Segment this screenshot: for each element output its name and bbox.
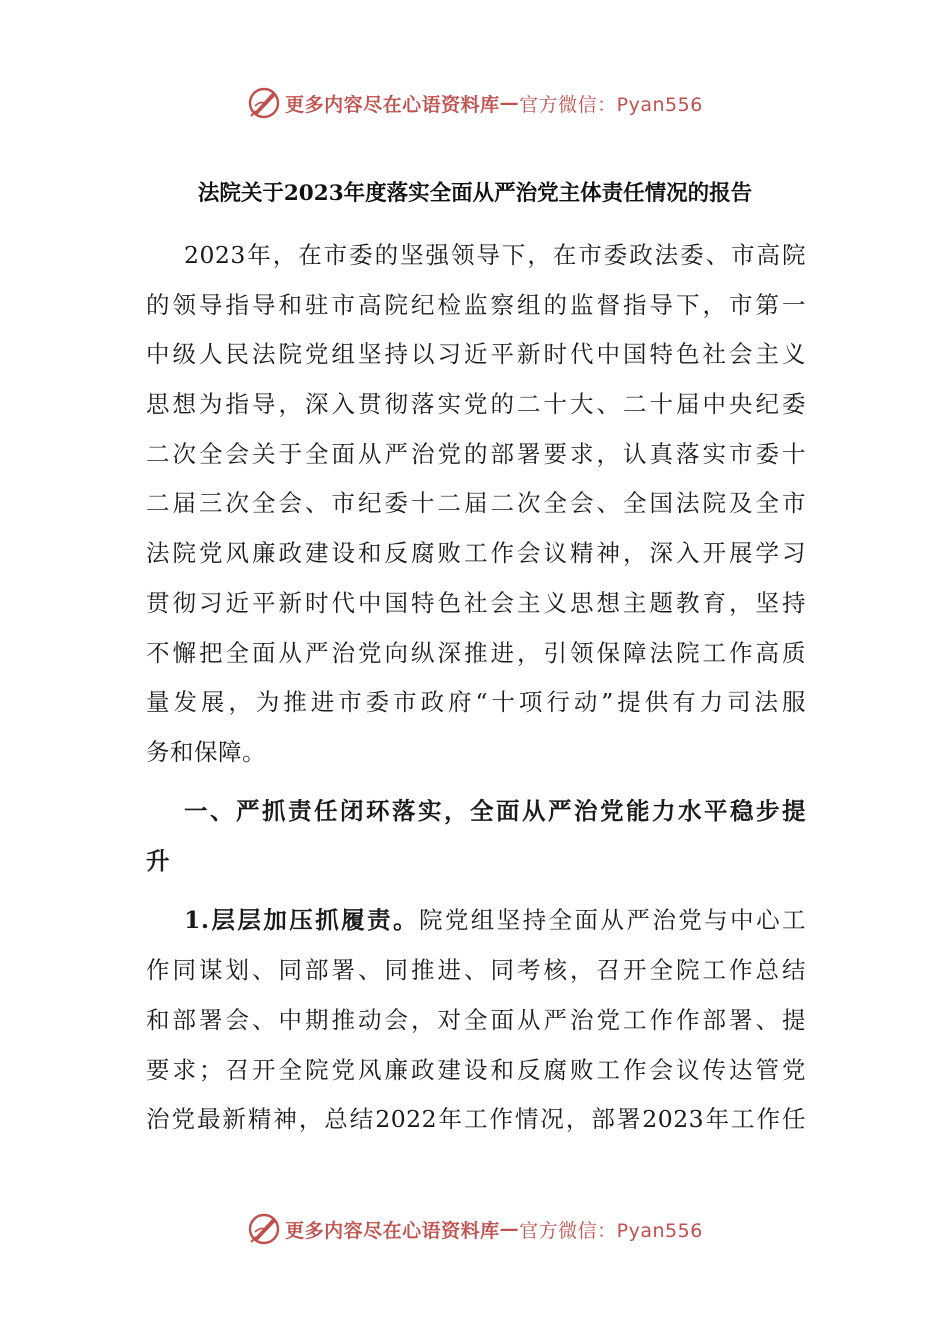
quill-logo-icon (247, 1212, 281, 1246)
item-1-line: 和部署会、中期推动会，对全面从严治党工作作部署、提 (146, 1006, 806, 1034)
footer-banner (0, 1209, 950, 1249)
banner-brand-text: 更多内容尽在心语资料库 (285, 93, 500, 116)
item-1-first-line-rest: 院党组坚持全面从严治党与中心工 (418, 906, 806, 934)
paragraph-1-line: 务和保障。 (146, 738, 266, 766)
paragraph-1-line: 法院党风廉政建设和反腐败工作会议精神，深入开展学习 (146, 539, 806, 567)
paragraph-1-line: 中级人民法院党组坚持以习近平新时代中国特色社会主义 (146, 340, 806, 368)
banner-wechat-text: 官方微信：Pyan556 (519, 1219, 703, 1242)
paragraph-1-line: 的领导指导和驻市高院纪检监察组的监督指导下，市第一 (146, 291, 806, 319)
banner-dash: — (499, 1218, 520, 1240)
item-1-line: 治党最新精神，总结2022年工作情况，部署2023年工作任 (146, 1105, 806, 1133)
paragraph-1-line: 思想为指导，深入贯彻落实党的二十大、二十届中央纪委 (146, 390, 806, 418)
paragraph-1-line: 二次全会关于全面从严治党的部署要求，认真落实市委十 (146, 440, 806, 468)
item-1-lead: 1.层层加压抓履责。 (184, 906, 419, 934)
document-title: 法院关于2023年度落实全面从严治党主体责任情况的报告 (197, 181, 753, 206)
paragraph-1-line: 贯彻习近平新时代中国特色社会主义思想主题教育，坚持 (146, 589, 806, 617)
item-1-line: 作同谋划、同部署、同推进、同考核，召开全院工作总结 (146, 956, 806, 984)
banner-wechat-text: 官方微信：Pyan556 (519, 93, 703, 116)
banner-dash: — (499, 92, 520, 114)
header-banner (0, 83, 950, 123)
paragraph-1-line: 2023年，在市委的坚强领导下，在市委政法委、市高院 (184, 241, 806, 269)
banner-brand-text: 更多内容尽在心语资料库 (285, 1219, 500, 1242)
section-heading-line: 升 (146, 847, 170, 875)
paragraph-1-line: 量发展，为推进市委市政府“十项行动”提供有力司法服 (146, 688, 806, 716)
item-1-line: 要求；召开全院党风廉政建设和反腐败工作会议传达管党 (146, 1056, 806, 1084)
item-1-first-line (184, 905, 806, 935)
quill-logo-icon (247, 86, 281, 120)
paragraph-1-line: 二届三次全会、市纪委十二届二次全会、全国法院及全市 (146, 489, 806, 517)
paragraph-1-line: 不懈把全面从严治党向纵深推进，引领保障法院工作高质 (146, 639, 806, 667)
section-heading-line: 一、严抓责任闭环落实，全面从严治党能力水平稳步提 (184, 797, 806, 825)
